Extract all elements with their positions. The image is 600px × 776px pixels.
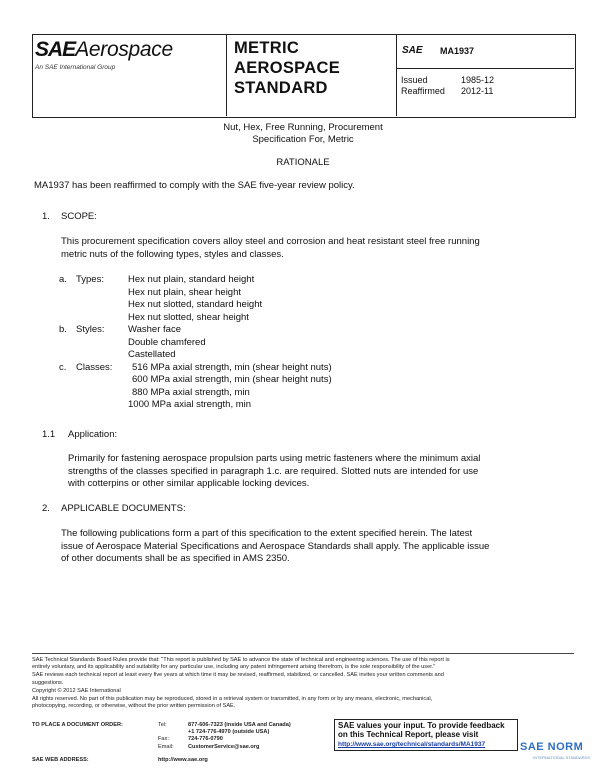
web-link[interactable]: http://www.sae.org [158, 757, 208, 763]
logo-subtitle: An SAE International Group [35, 64, 116, 71]
standard-type-title: METRIC AEROSPACE STANDARD [234, 39, 340, 97]
section-number: 2. [42, 503, 50, 514]
feedback-link[interactable]: http://www.sae.org/technical/standards/MA1937 [338, 741, 486, 748]
footer-rule [32, 653, 574, 654]
contact-labels: Tel: Fax: Email: [158, 722, 174, 750]
issue-dates: 1985-12 2012-11 [461, 75, 495, 96]
section-heading: Application: [68, 429, 118, 440]
contact-values: 877-606-7323 (inside USA and Canada) +1 724-776-4970 (outside USA) 724-776-0790 CustomerService@sae.org [188, 722, 291, 750]
feedback-text: SAE values your input. To provide feedback on this Technical Report, please visit [338, 721, 505, 739]
web-label: SAE WEB ADDRESS: [32, 757, 89, 763]
issue-labels: Issued Reaffirmed [401, 75, 445, 96]
document-number: MA1937 [440, 46, 475, 56]
application-paragraph: Primarily for fastening aerospace propulsion parts using metric fasteners where the minimum axial strengths of the classes specified in paragraph 1.c. are required. Slotted nuts are intended for use with cotterpins or other similar applicable locking devices. [68, 453, 481, 489]
scope-paragraph: This procurement specification covers alloy steel and corrosion and heat resistant steel free running metric nuts of the following types, styles and classes. [61, 236, 480, 260]
order-label: TO PLACE A DOCUMENT ORDER: [32, 722, 123, 728]
rationale-heading: RATIONALE [276, 157, 330, 168]
section-number: 1.1 [42, 429, 56, 440]
types-styles-classes-list: a. Types: Hex nut plain, standard height Hex nut plain, shear height Hex nut slotted, standard height Hex nut slotted, shear height b. Styles: Washer face Double chamfered Castellated c. Classes: 516 MPa axial strength, min (shear height nuts) 600 MPa axial strength, min (shear height nuts) 880 MPa axial strength, min 1000 MPa axial strength, min [59, 274, 332, 410]
footer-legal-text: SAE Technical Standards Board Rules provide that: "This report is published by SAE to advance the state of technical and engineering sciences. The use of this report is entirely voluntary, and its applicability and suitability for any particular use, including any patent infringement arising therefrom, is the sole responsibility of the user." SAE reviews each technical report at least every five years at which time it may be revised, reaffirmed, stabilized, or cancelled. SAE invites your written comments and suggestions. Copyright © 2012 SAE International All rights reserved. No part of this publication may be reproduced, stored in a retrieval system or transmitted, in any form or by any means, electronic, mechanical, photocopying, recording, or otherwise, without the prior written permission of SAE. [32, 657, 450, 710]
header-divider [396, 68, 574, 69]
document-title: Nut, Hex, Free Running, Procurement Specification For, Metric [223, 122, 383, 145]
rationale-text: MA1937 has been reaffirmed to comply with the SAE five-year review policy. [34, 180, 355, 191]
header-divider [226, 34, 227, 116]
section-number: 1. [42, 211, 50, 222]
section-heading: APPLICABLE DOCUMENTS: [61, 503, 186, 514]
email-link[interactable]: CustomerService@sae.org [188, 743, 260, 750]
sae-norm-watermark-subtitle: INTERNATIONAL STANDARDS [533, 755, 591, 760]
sae-norm-watermark: SAE NORM [520, 741, 584, 753]
sae-logo-small: SAE [402, 45, 423, 56]
section-heading: SCOPE: [61, 211, 97, 222]
sae-aerospace-logo: SAEAerospace [35, 38, 173, 61]
applicable-paragraph: The following publications form a part of this specification to the extent specified herein. The latest issue of Aerospace Material Specifications and Aerospace Standards shall apply. The applicable issue of other documents shall be as specified in AMS 2350. [61, 528, 490, 564]
header-divider [396, 34, 397, 116]
